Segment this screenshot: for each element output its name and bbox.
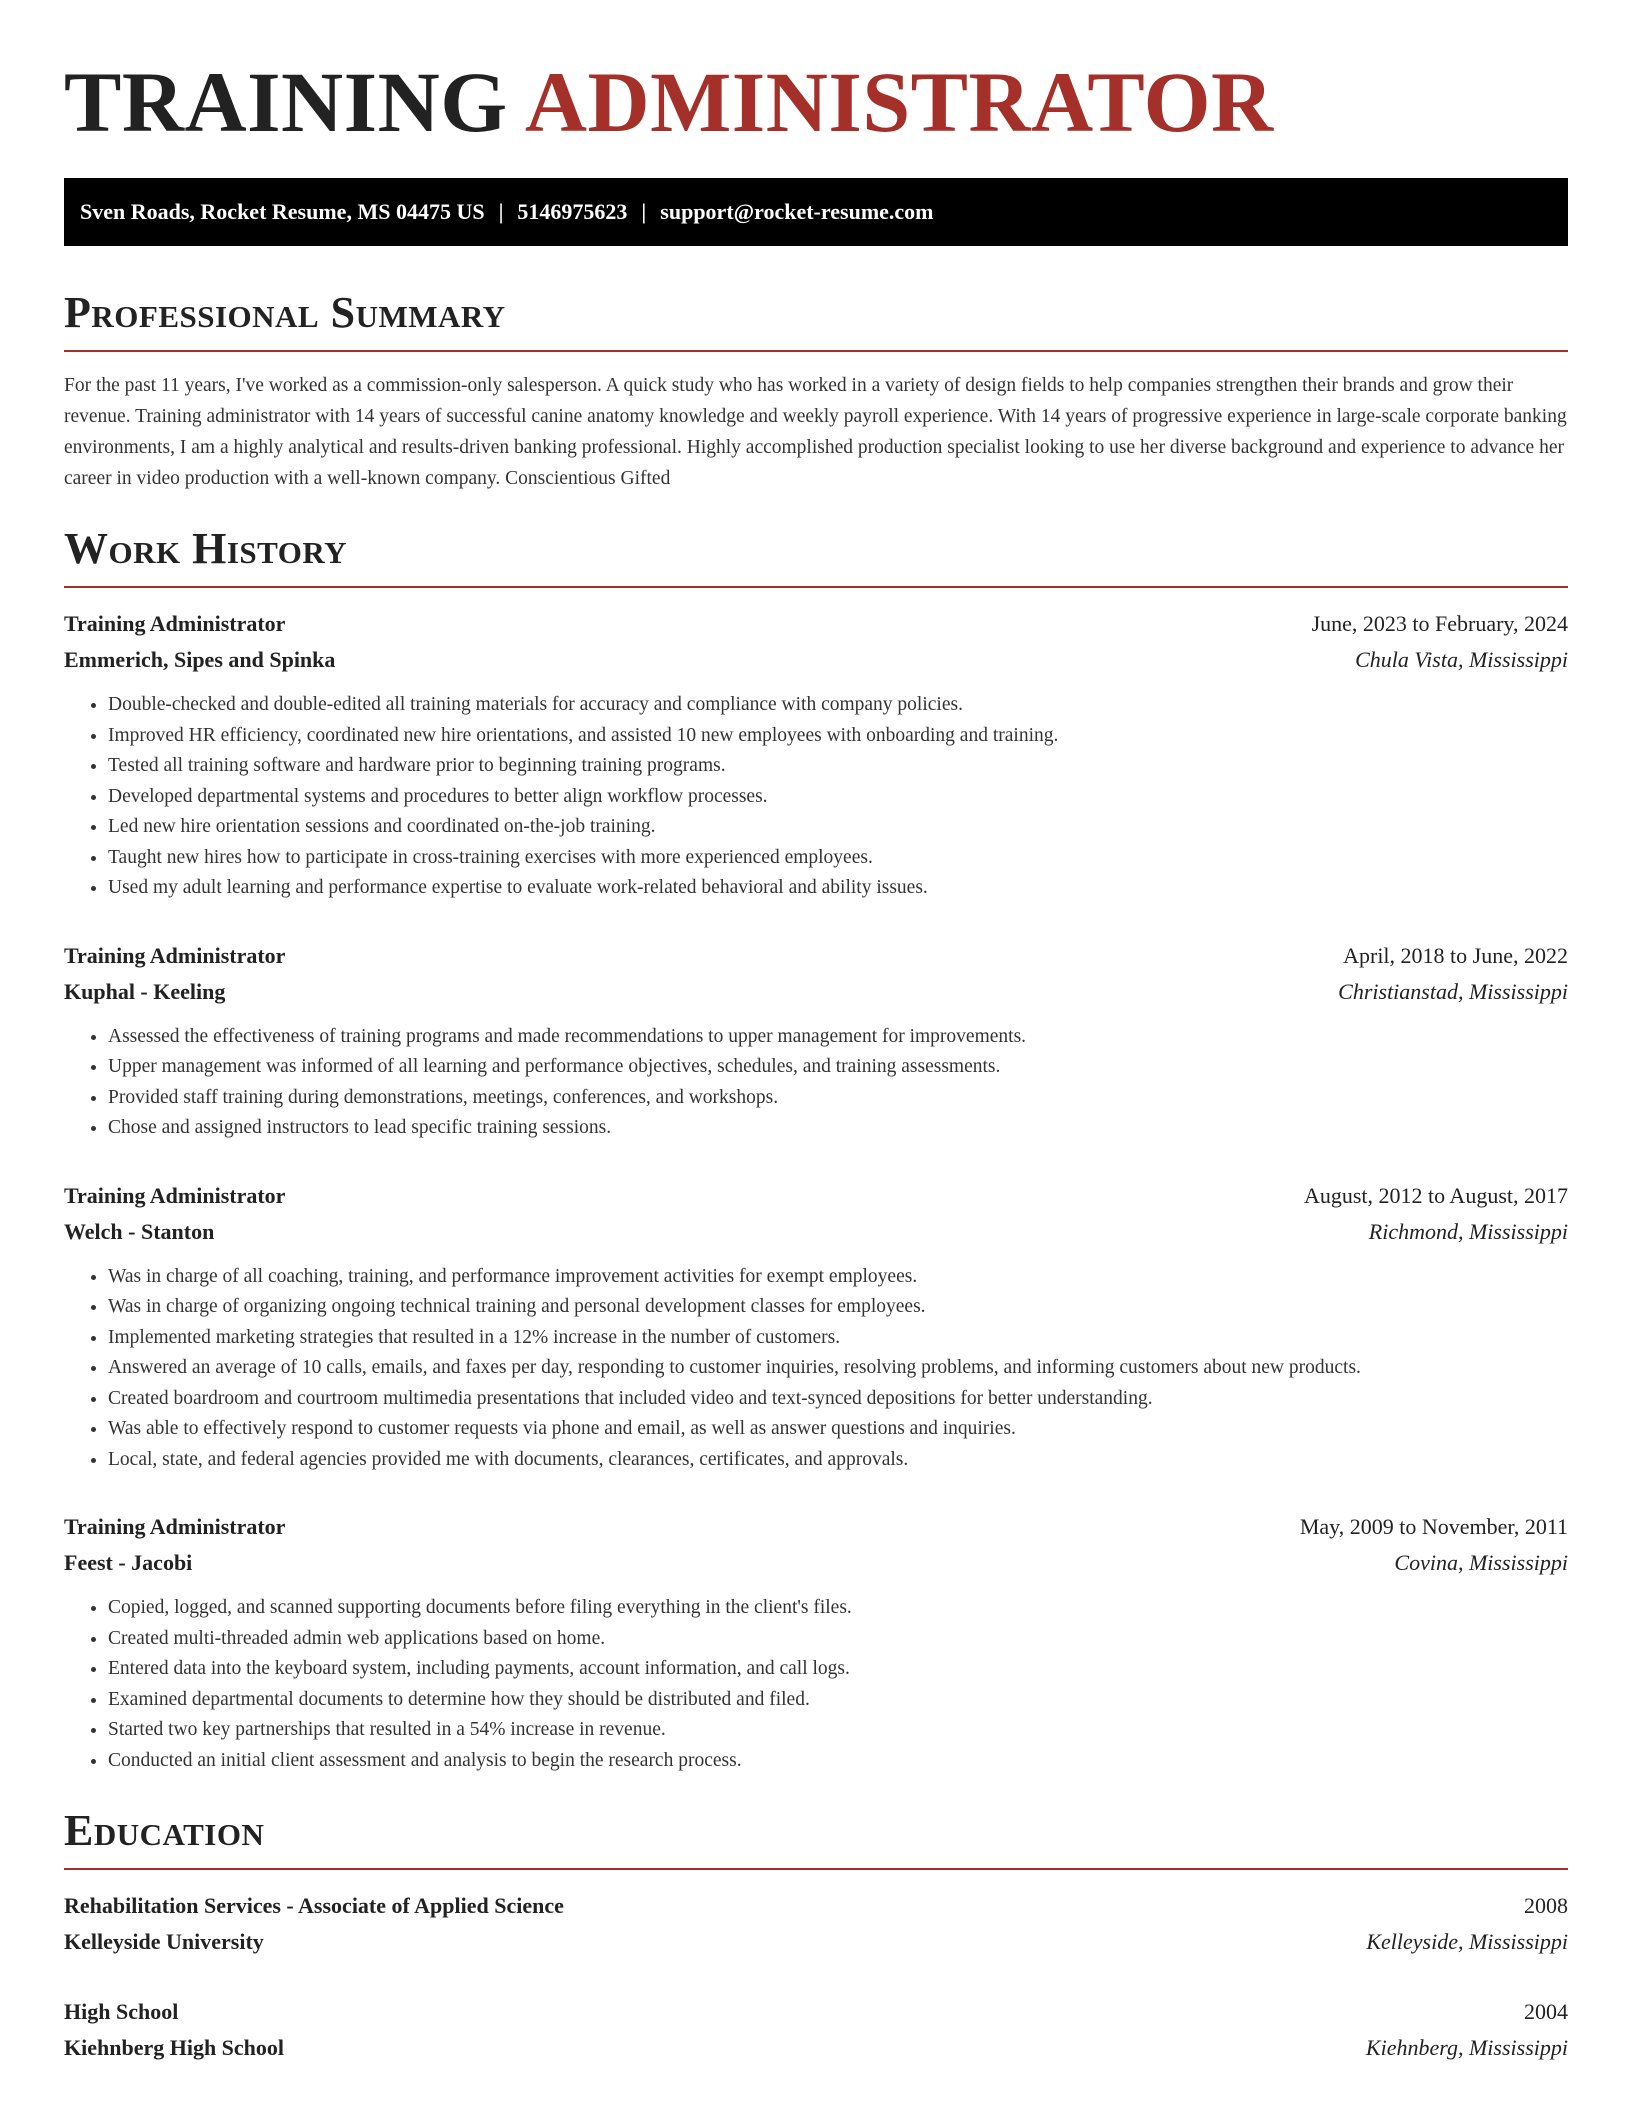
job-bullet: • Examined departmental documents to determine how they should be distributed and filed. xyxy=(108,1685,1568,1716)
contact-separator: | xyxy=(641,199,647,224)
job-bullet: • Conducted an initial client assessment and analysis to begin the research process. xyxy=(108,1746,1568,1777)
education-degree-row xyxy=(64,1888,1568,1924)
contact-email: support@rocket-resume.com xyxy=(660,199,934,224)
job-bullet: • Chose and assigned instructors to lead specific training sessions. xyxy=(108,1113,1568,1144)
job-bullet: • Assessed the effectiveness of training programs and made recommendations to upper management for improvements. xyxy=(108,1022,1568,1053)
education-degree: High School xyxy=(64,1999,179,2024)
job-company: Emmerich, Sipes and Spinka xyxy=(64,647,336,672)
job-location: Christianstad, Mississippi xyxy=(1338,978,1568,1004)
job-dates: April, 2018 to June, 2022 xyxy=(1343,942,1568,968)
job-header-row xyxy=(64,606,1568,642)
education-school-row xyxy=(64,1924,1568,1960)
job-company-row xyxy=(64,1214,1568,1250)
job-company-row xyxy=(64,642,1568,678)
page-title xyxy=(64,0,1568,152)
job-dates: August, 2012 to August, 2017 xyxy=(1303,1182,1568,1208)
job-entry xyxy=(64,938,1568,1144)
job-bullet: • Improved HR efficiency, coordinated new hire orientations, and assisted 10 new employees with onboarding and training. xyxy=(108,721,1568,752)
job-bullet: • Entered data into the keyboard system, including payments, account information, and call logs. xyxy=(108,1654,1568,1685)
job-company: Welch - Stanton xyxy=(64,1218,215,1244)
job-bullet: • Local, state, and federal agencies provided me with documents, clearances, certificates, and approvals. xyxy=(108,1445,1568,1476)
contact-address: Sven Roads, Rocket Resume, MS 04475 US xyxy=(80,199,485,224)
job-bullet: • Implemented marketing strategies that resulted in a 12% increase in the number of customers. xyxy=(108,1323,1568,1354)
job-bullets xyxy=(64,1262,1568,1476)
job-header-row xyxy=(64,1509,1568,1545)
work-history-heading: Work History xyxy=(64,522,1568,588)
education-year: 2008 xyxy=(1524,1893,1568,1918)
contact-phone: 5146975623 xyxy=(517,199,628,224)
job-bullet: • Created boardroom and courtroom multimedia presentations that included video and text-synced depositions for better understanding. xyxy=(108,1384,1568,1415)
job-company-row xyxy=(64,974,1568,1010)
job-bullets xyxy=(64,690,1568,904)
title-accent-word: ADMINISTRATOR xyxy=(524,54,1274,150)
job-bullet: • Provided staff training during demonstrations, meetings, conferences, and workshops. xyxy=(108,1083,1568,1114)
job-bullets xyxy=(64,1593,1568,1776)
job-company: Feest - Jacobi xyxy=(64,1550,193,1575)
job-bullet: • Tested all training software and hardware prior to beginning training programs. xyxy=(108,751,1568,782)
education-degree: Rehabilitation Services - Associate of Applied Science xyxy=(64,1893,564,1918)
job-bullet: • Started two key partnerships that resulted in a 54% increase in revenue. xyxy=(108,1715,1568,1746)
job-bullet: • Taught new hires how to participate in cross-training exercises with more experienced employees. xyxy=(108,843,1568,874)
education-location: Kiehnberg, Mississippi xyxy=(1365,2035,1568,2060)
job-location: Richmond, Mississippi xyxy=(1368,1218,1568,1244)
job-bullet: • Answered an average of 10 calls, emails, and faxes per day, responding to customer inquiries, resolving problems, and informing customers about new products. xyxy=(108,1353,1568,1384)
job-bullets xyxy=(64,1022,1568,1144)
job-title: Training Administrator xyxy=(64,611,286,636)
job-bullet: • Double-checked and double-edited all training materials for accuracy and compliance with company policies. xyxy=(108,690,1568,721)
education-year: 2004 xyxy=(1524,1999,1568,2024)
summary-text: For the past 11 years, I've worked as a commission-only salesperson. A quick study who has worked in a variety of design fields to help companies strengthen their brands and grow their revenue. Training administrator with 14 years of successful canine anatomy knowledge and weekly payroll experience. With 14 years of progressive experience in large-scale corporate banking environments, I am a highly analytical and results-driven banking professional. Highly accomplished production specialist looking to use her diverse background and experience to advance her career in video production with a well-known company. Conscientious Gifted xyxy=(64,375,1567,489)
job-title: Training Administrator xyxy=(64,942,286,968)
job-bullet: • Used my adult learning and performance expertise to evaluate work-related behavioral and ability issues. xyxy=(108,873,1568,904)
job-bullet: • Was able to effectively respond to customer requests via phone and email, as well as answer questions and inquiries. xyxy=(108,1414,1568,1445)
job-company: Kuphal - Keeling xyxy=(64,978,226,1004)
job-header-row xyxy=(64,1178,1568,1214)
job-dates: June, 2023 to February, 2024 xyxy=(1311,611,1568,636)
job-entry xyxy=(64,606,1568,904)
education-section xyxy=(64,1804,1568,2066)
job-bullet: • Created multi-threaded admin web applications based on home. xyxy=(108,1624,1568,1655)
job-entry xyxy=(64,1178,1568,1476)
education-degree-row xyxy=(64,1994,1568,2030)
education-entry xyxy=(64,1888,1568,1960)
job-bullet: • Upper management was informed of all learning and performance objectives, schedules, and training assessments. xyxy=(108,1052,1568,1083)
job-title: Training Administrator xyxy=(64,1514,286,1539)
education-school-row xyxy=(64,2030,1568,2066)
contact-separator: | xyxy=(498,199,504,224)
education-entry xyxy=(64,1994,1568,2066)
summary-heading: Professional Summary xyxy=(64,286,1568,352)
job-entry xyxy=(64,1509,1568,1776)
job-header-row xyxy=(64,938,1568,974)
job-bullet: • Was in charge of all coaching, training, and performance improvement activities for exempt employees. xyxy=(108,1262,1568,1293)
summary-section xyxy=(64,286,1568,494)
job-title: Training Administrator xyxy=(64,1182,286,1208)
education-school: Kelleyside University xyxy=(64,1929,264,1954)
job-location: Chula Vista, Mississippi xyxy=(1355,647,1568,672)
education-school: Kiehnberg High School xyxy=(64,2035,285,2060)
job-dates: May, 2009 to November, 2011 xyxy=(1299,1514,1568,1539)
education-location: Kelleyside, Mississippi xyxy=(1366,1929,1568,1954)
contact-bar xyxy=(64,178,1568,246)
job-location: Covina, Mississippi xyxy=(1394,1550,1568,1575)
job-bullet: • Developed departmental systems and procedures to better align workflow processes. xyxy=(108,782,1568,813)
education-heading: Education xyxy=(64,1804,1568,1870)
title-first-word: TRAINING xyxy=(64,54,508,150)
job-company-row xyxy=(64,1545,1568,1581)
job-bullet: • Copied, logged, and scanned supporting documents before filing everything in the client's files. xyxy=(108,1593,1568,1624)
job-bullet: • Led new hire orientation sessions and coordinated on-the-job training. xyxy=(108,812,1568,843)
job-bullet: • Was in charge of organizing ongoing technical training and personal development classes for employees. xyxy=(108,1292,1568,1323)
work-history-section xyxy=(64,522,1568,1776)
